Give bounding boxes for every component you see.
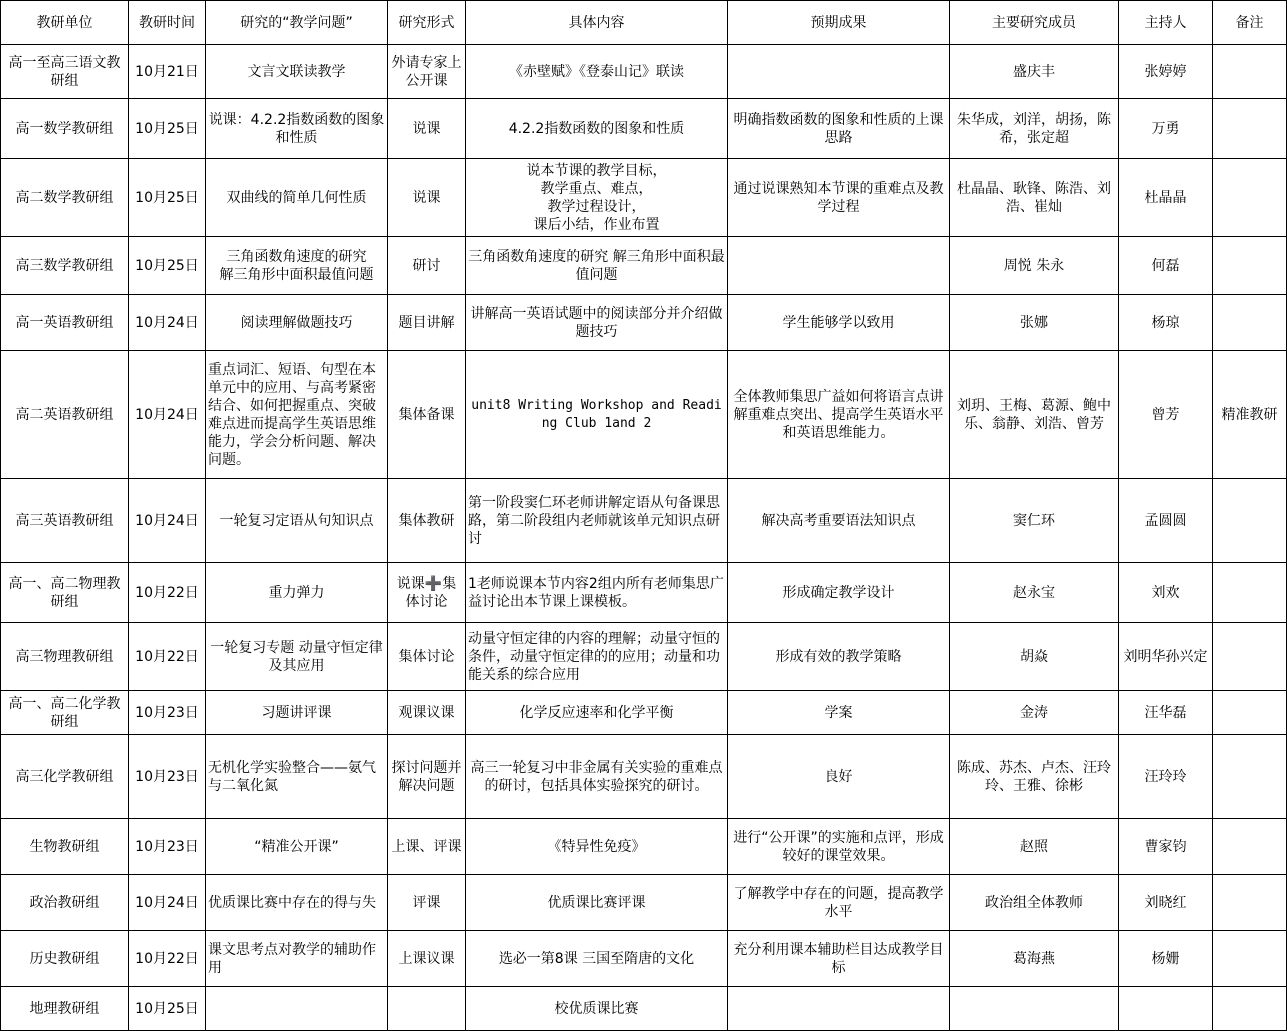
table-row <box>1 479 1287 563</box>
content-cell: 优质课比赛评课 <box>466 875 728 931</box>
date-cell: 10月21日 <box>129 45 206 99</box>
note-cell <box>1213 735 1287 819</box>
outcome-cell: 学生能够学以致用 <box>728 295 950 351</box>
header-host: 主持人 <box>1119 1 1213 45</box>
note-cell: 精准教研 <box>1213 351 1287 479</box>
header-outcome: 预期成果 <box>728 1 950 45</box>
members-cell: 周悦 朱永 <box>950 237 1119 295</box>
members-cell: 赵永宝 <box>950 563 1119 623</box>
outcome-cell: 良好 <box>728 735 950 819</box>
unit-cell: 高一、高二物理教研组 <box>1 563 129 623</box>
host-cell: 刘晓红 <box>1119 875 1213 931</box>
header-note: 备注 <box>1213 1 1287 45</box>
members-cell: 陈成、苏杰、卢杰、汪玲玲、王雅、徐彬 <box>950 735 1119 819</box>
unit-cell: 高一、高二化学教研组 <box>1 691 129 735</box>
form-cell: 研讨 <box>388 237 466 295</box>
unit-cell: 高三英语教研组 <box>1 479 129 563</box>
outcome-cell <box>728 45 950 99</box>
host-cell: 曹家钧 <box>1119 819 1213 875</box>
members-cell: 盛庆丰 <box>950 45 1119 99</box>
header-form: 研究形式 <box>388 1 466 45</box>
members-cell: 金涛 <box>950 691 1119 735</box>
content-cell: 1老师说课本节内容2组内所有老师集思广益讨论出本节课上课模板。 <box>466 563 728 623</box>
unit-cell: 地理教研组 <box>1 987 129 1031</box>
note-cell <box>1213 479 1287 563</box>
topic-cell: 重点词汇、短语、句型在本单元中的应用、与高考紧密结合、如何把握重点、突破难点进而提高学生英语思维能力，学会分析问题、解决问题。 <box>206 351 388 479</box>
host-cell: 汪华磊 <box>1119 691 1213 735</box>
note-cell <box>1213 875 1287 931</box>
content-cell: 化学反应速率和化学平衡 <box>466 691 728 735</box>
unit-cell: 政治教研组 <box>1 875 129 931</box>
content-cell: 选必一第8课 三国至隋唐的文化 <box>466 931 728 987</box>
outcome-cell: 解决高考重要语法知识点 <box>728 479 950 563</box>
date-cell: 10月22日 <box>129 623 206 691</box>
table-row <box>1 875 1287 931</box>
table-row <box>1 45 1287 99</box>
date-cell: 10月25日 <box>129 99 206 159</box>
note-cell <box>1213 987 1287 1031</box>
form-cell: 外请专家上公开课 <box>388 45 466 99</box>
content-cell: 4.2.2指数函数的图象和性质 <box>466 99 728 159</box>
note-cell <box>1213 159 1287 237</box>
topic-cell: 无机化学实验整合——氨气与二氧化氮 <box>206 735 388 819</box>
date-cell: 10月22日 <box>129 563 206 623</box>
topic-cell: 文言文联读教学 <box>206 45 388 99</box>
note-cell <box>1213 237 1287 295</box>
outcome-cell <box>728 237 950 295</box>
host-cell: 汪玲玲 <box>1119 735 1213 819</box>
form-cell: 集体备课 <box>388 351 466 479</box>
content-cell: 讲解高一英语试题中的阅读部分并介绍做题技巧 <box>466 295 728 351</box>
unit-cell: 高一英语教研组 <box>1 295 129 351</box>
members-cell: 窦仁环 <box>950 479 1119 563</box>
table-row <box>1 691 1287 735</box>
members-cell: 胡焱 <box>950 623 1119 691</box>
outcome-cell: 明确指数函数的图象和性质的上课思路 <box>728 99 950 159</box>
date-cell: 10月23日 <box>129 735 206 819</box>
content-cell: 校优质课比赛 <box>466 987 728 1031</box>
members-cell: 刘玥、王梅、葛源、鲍中乐、翁静、刘浩、曾芳 <box>950 351 1119 479</box>
outcome-cell: 充分利用课本辅助栏目达成教学目标 <box>728 931 950 987</box>
table-row <box>1 987 1287 1031</box>
content-cell: 说本节课的教学目标， 教学重点、难点， 教学过程设计， 课后小结，作业布置 <box>466 159 728 237</box>
host-cell: 万勇 <box>1119 99 1213 159</box>
outcome-cell: 了解教学中存在的问题，提高教学水平 <box>728 875 950 931</box>
host-cell: 曾芳 <box>1119 351 1213 479</box>
table-row <box>1 735 1287 819</box>
outcome-cell: 形成有效的教学策略 <box>728 623 950 691</box>
members-cell: 政治组全体教师 <box>950 875 1119 931</box>
outcome-cell: 通过说课熟知本节课的重难点及教学过程 <box>728 159 950 237</box>
header-content: 具体内容 <box>466 1 728 45</box>
host-cell: 杜晶晶 <box>1119 159 1213 237</box>
table-row <box>1 931 1287 987</box>
members-cell <box>950 987 1119 1031</box>
content-cell: 第一阶段窦仁环老师讲解定语从句备课思路，第二阶段组内老师就该单元知识点研讨 <box>466 479 728 563</box>
topic-cell: 阅读理解做题技巧 <box>206 295 388 351</box>
date-cell: 10月24日 <box>129 875 206 931</box>
date-cell: 10月25日 <box>129 159 206 237</box>
note-cell <box>1213 45 1287 99</box>
host-cell: 何磊 <box>1119 237 1213 295</box>
outcome-cell: 全体教师集思广益如何将语言点讲解重难点突出、提高学生英语水平和英语思维能力。 <box>728 351 950 479</box>
form-cell: 探讨问题并解决问题 <box>388 735 466 819</box>
topic-cell: 三角函数角速度的研究 解三角形中面积最值问题 <box>206 237 388 295</box>
table-row <box>1 819 1287 875</box>
date-cell: 10月25日 <box>129 237 206 295</box>
topic-cell: “精准公开课” <box>206 819 388 875</box>
note-cell <box>1213 819 1287 875</box>
form-cell: 观课议课 <box>388 691 466 735</box>
host-cell <box>1119 987 1213 1031</box>
table-row <box>1 237 1287 295</box>
date-cell: 10月24日 <box>129 351 206 479</box>
note-cell <box>1213 623 1287 691</box>
topic-cell: 课文思考点对教学的辅助作用 <box>206 931 388 987</box>
host-cell: 刘欢 <box>1119 563 1213 623</box>
note-cell <box>1213 691 1287 735</box>
table-row <box>1 99 1287 159</box>
form-cell: 说课 <box>388 99 466 159</box>
date-cell: 10月23日 <box>129 691 206 735</box>
table-row <box>1 563 1287 623</box>
content-cell: 高三一轮复习中非金属有关实验的重难点的研讨，包括具体实验探究的研讨。 <box>466 735 728 819</box>
unit-cell: 高一至高三语文教研组 <box>1 45 129 99</box>
content-cell: 三角函数角速度的研究 解三角形中面积最值问题 <box>466 237 728 295</box>
header-topic: 研究的“教学问题” <box>206 1 388 45</box>
form-cell: 上课、评课 <box>388 819 466 875</box>
members-cell: 杜晶晶、耿锋、陈浩、刘浩、崔灿 <box>950 159 1119 237</box>
table-row <box>1 623 1287 691</box>
form-cell: 集体教研 <box>388 479 466 563</box>
host-cell: 杨琼 <box>1119 295 1213 351</box>
content-cell: unit8 Writing Workshop and Reading Club 1and 2 <box>466 351 728 479</box>
note-cell <box>1213 563 1287 623</box>
table-row <box>1 351 1287 479</box>
unit-cell: 生物教研组 <box>1 819 129 875</box>
host-cell: 杨姗 <box>1119 931 1213 987</box>
topic-cell: 说课：4.2.2指数函数的图象和性质 <box>206 99 388 159</box>
content-cell: 《特异性免疫》 <box>466 819 728 875</box>
header-date: 教研时间 <box>129 1 206 45</box>
unit-cell: 高二英语教研组 <box>1 351 129 479</box>
form-cell <box>388 987 466 1031</box>
table-row <box>1 159 1287 237</box>
form-cell: 上课议课 <box>388 931 466 987</box>
host-cell: 孟圆圆 <box>1119 479 1213 563</box>
date-cell: 10月25日 <box>129 987 206 1031</box>
form-cell: 题目讲解 <box>388 295 466 351</box>
topic-cell: 优质课比赛中存在的得与失 <box>206 875 388 931</box>
content-cell: 动量守恒定律的内容的理解；动量守恒的条件，动量守恒定律的的应用；动量和功能关系的综合应用 <box>466 623 728 691</box>
members-cell: 葛海燕 <box>950 931 1119 987</box>
form-cell: 说课➕集体讨论 <box>388 563 466 623</box>
outcome-cell: 学案 <box>728 691 950 735</box>
form-cell: 说课 <box>388 159 466 237</box>
form-cell: 评课 <box>388 875 466 931</box>
topic-cell <box>206 987 388 1031</box>
header-unit: 教研单位 <box>1 1 129 45</box>
unit-cell: 高三数学教研组 <box>1 237 129 295</box>
unit-cell: 高三化学教研组 <box>1 735 129 819</box>
topic-cell: 一轮复习定语从句知识点 <box>206 479 388 563</box>
header-members: 主要研究成员 <box>950 1 1119 45</box>
note-cell <box>1213 295 1287 351</box>
date-cell: 10月22日 <box>129 931 206 987</box>
header-row <box>1 1 1287 45</box>
note-cell <box>1213 99 1287 159</box>
unit-cell: 历史教研组 <box>1 931 129 987</box>
date-cell: 10月24日 <box>129 295 206 351</box>
topic-cell: 重力弹力 <box>206 563 388 623</box>
host-cell: 刘明华孙兴定 <box>1119 623 1213 691</box>
outcome-cell: 形成确定教学设计 <box>728 563 950 623</box>
members-cell: 赵照 <box>950 819 1119 875</box>
members-cell: 朱华成，刘洋，胡扬，陈希，张定超 <box>950 99 1119 159</box>
topic-cell: 双曲线的简单几何性质 <box>206 159 388 237</box>
table-row <box>1 295 1287 351</box>
topic-cell: 一轮复习专题 动量守恒定律及其应用 <box>206 623 388 691</box>
members-cell: 张娜 <box>950 295 1119 351</box>
date-cell: 10月24日 <box>129 479 206 563</box>
date-cell: 10月23日 <box>129 819 206 875</box>
unit-cell: 高二数学教研组 <box>1 159 129 237</box>
unit-cell: 高三物理教研组 <box>1 623 129 691</box>
note-cell <box>1213 931 1287 987</box>
form-cell: 集体讨论 <box>388 623 466 691</box>
content-cell: 《赤壁赋》《登泰山记》联读 <box>466 45 728 99</box>
host-cell: 张婷婷 <box>1119 45 1213 99</box>
unit-cell: 高一数学教研组 <box>1 99 129 159</box>
outcome-cell: 进行“公开课”的实施和点评，形成较好的课堂效果。 <box>728 819 950 875</box>
outcome-cell <box>728 987 950 1031</box>
topic-cell: 习题讲评课 <box>206 691 388 735</box>
